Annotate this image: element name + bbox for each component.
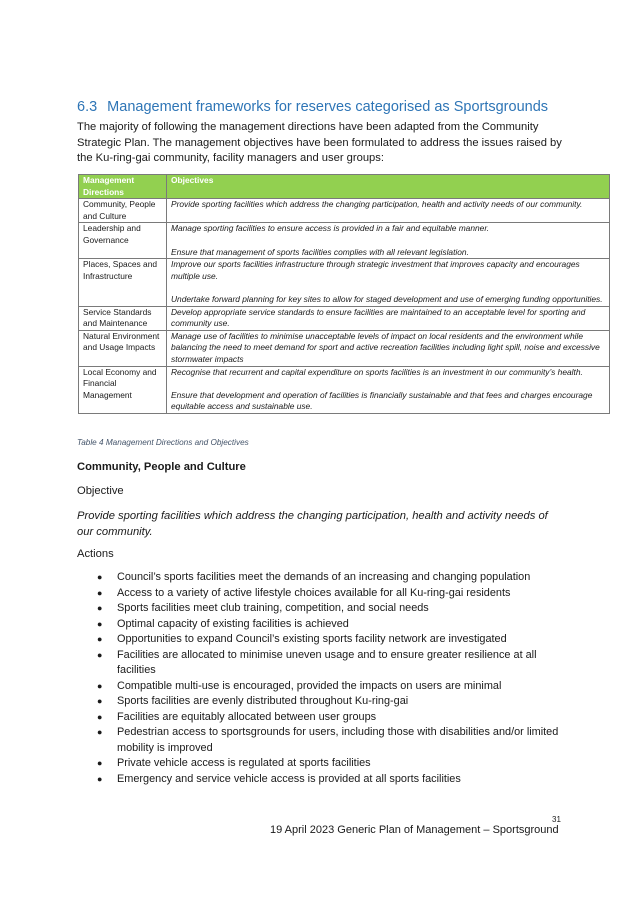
objective-item: Ensure that development and operation of facilities is financially sustainable and that fees and charges encourage equitable access and sustainable use. <box>171 389 593 412</box>
action-text: Private vehicle access is regulated at sports facilities <box>117 757 371 769</box>
objective-item: Improve our sports facilities infrastructure through strategic investment that improves capacity and encourages multiple use. <box>171 259 580 281</box>
direction-cell: Local Economy and Financial Management <box>79 366 167 413</box>
direction-cell: Natural Environment and Usage Impacts <box>79 330 167 366</box>
action-text: Pedestrian access to sportsgrounds for users, including those with disabilities and/or limited mobility is improved <box>117 726 559 754</box>
objective-text: Provide sporting facilities which address the changing participation, health and activity needs of our community. <box>77 510 548 538</box>
page-number: 31 <box>552 815 561 824</box>
list-item <box>97 710 559 726</box>
subsection-title: Community, People and Culture <box>77 461 246 473</box>
actions-list <box>97 570 559 787</box>
objective-label: Objective <box>77 485 124 497</box>
objectives-cell <box>167 199 610 223</box>
action-text: Access to a variety of active lifestyle choices available for all Ku-ring-gai residents <box>117 586 511 599</box>
objectives-cell <box>167 259 610 306</box>
table-header-directions: Management Directions <box>79 175 167 199</box>
table-header-row <box>79 175 610 199</box>
direction-cell: Leadership and Governance <box>79 223 167 259</box>
action-text: Sports facilities are evenly distributed throughout Ku-ring-gai <box>117 695 409 707</box>
list-item <box>97 694 559 710</box>
bullet-icon: ● <box>97 773 103 784</box>
intro-paragraph: The majority of following the management directions have been adapted from the Community Strategic Plan. The management objectives have been formulated to address the issues raised by the Ku-ring-gai community, facility managers and user groups: <box>77 121 562 164</box>
bullet-icon: ● <box>97 758 103 768</box>
bullet-icon: ● <box>97 618 103 629</box>
objectives-cell <box>167 330 610 366</box>
list-item <box>97 772 559 788</box>
action-text: Council’s sports facilities meet the demands of an increasing and changing population <box>117 571 531 583</box>
table-row <box>79 306 610 330</box>
list-item <box>97 648 559 679</box>
bullet-icon: ● <box>97 727 103 737</box>
actions-label: Actions <box>77 548 114 560</box>
objectives-cell <box>167 223 610 259</box>
table-row <box>79 223 610 259</box>
list-item <box>97 586 559 602</box>
list-item <box>97 756 559 772</box>
management-directions-table <box>78 174 610 414</box>
table-row <box>79 199 610 223</box>
objective-item: Undertake forward planning for key sites to allow for staged development and use of emerging funding opportunities. <box>171 293 603 304</box>
bullet-icon: ● <box>97 696 103 706</box>
objective-item: Recognise that recurrent and capital expenditure on sports facilities is an investment in our community’s health. <box>171 366 583 377</box>
footer-text: 19 April 2023 Generic Plan of Management – Sportsground <box>270 824 559 836</box>
list-item <box>97 617 559 633</box>
objective-item: Develop appropriate service standards to ensure facilities are maintained to an acceptable level for sporting and community use. <box>171 306 586 329</box>
list-item <box>97 725 559 756</box>
table-header-objectives: Objectives <box>167 175 610 199</box>
objective-item: Provide sporting facilities which address the changing participation, health and activity needs of our community. <box>171 199 583 210</box>
action-text: Compatible multi-use is encouraged, provided the impacts on users are minimal <box>117 679 502 692</box>
action-text: Optimal capacity of existing facilities is achieved <box>117 617 349 630</box>
direction-cell: Service Standards and Maintenance <box>79 306 167 330</box>
table-row <box>79 330 610 366</box>
table-row <box>79 366 610 413</box>
objective-item: Manage use of facilities to minimise unacceptable levels of impact on local residents and the environment while balancing the need to meet demand for sport and active recreation facilities including light spill, noise and excessive stormwater impacts <box>171 330 600 364</box>
list-item <box>97 570 559 586</box>
action-text: Facilities are allocated to minimise uneven usage and to ensure greater resilience at all facilities <box>117 648 537 676</box>
list-item <box>97 601 559 617</box>
bullet-icon: ● <box>97 572 103 582</box>
action-text: Opportunities to expand Council’s existing sports facility network are investigated <box>117 633 507 645</box>
action-text: Facilities are equitably allocated between user groups <box>117 710 377 723</box>
section-heading <box>77 99 577 115</box>
objectives-cell <box>167 366 610 413</box>
objective-item: Ensure that management of sports facilities complies with all relevant legislation. <box>171 246 469 257</box>
table-row <box>79 259 610 306</box>
table-caption: Table 4 Management Directions and Objectives <box>77 438 249 447</box>
bullet-icon: ● <box>97 587 103 598</box>
bullet-icon: ● <box>97 634 103 644</box>
bullet-icon: ● <box>97 649 103 660</box>
bullet-icon: ● <box>97 603 103 613</box>
action-text: Sports facilities meet club training, competition, and social needs <box>117 602 429 614</box>
direction-cell: Community, People and Culture <box>79 199 167 223</box>
objective-item: Manage sporting facilities to ensure access is provided in a fair and equitable manner. <box>171 223 490 234</box>
section-number: 6.3 <box>77 99 98 115</box>
direction-cell: Places, Spaces and Infrastructure <box>79 259 167 306</box>
section-title: Management frameworks for reserves categorised as Sportsgrounds <box>107 99 549 115</box>
action-text: Emergency and service vehicle access is provided at all sports facilities <box>117 772 461 785</box>
bullet-icon: ● <box>97 680 103 691</box>
objectives-cell <box>167 306 610 330</box>
bullet-icon: ● <box>97 711 103 722</box>
list-item <box>97 632 559 648</box>
list-item <box>97 679 559 695</box>
